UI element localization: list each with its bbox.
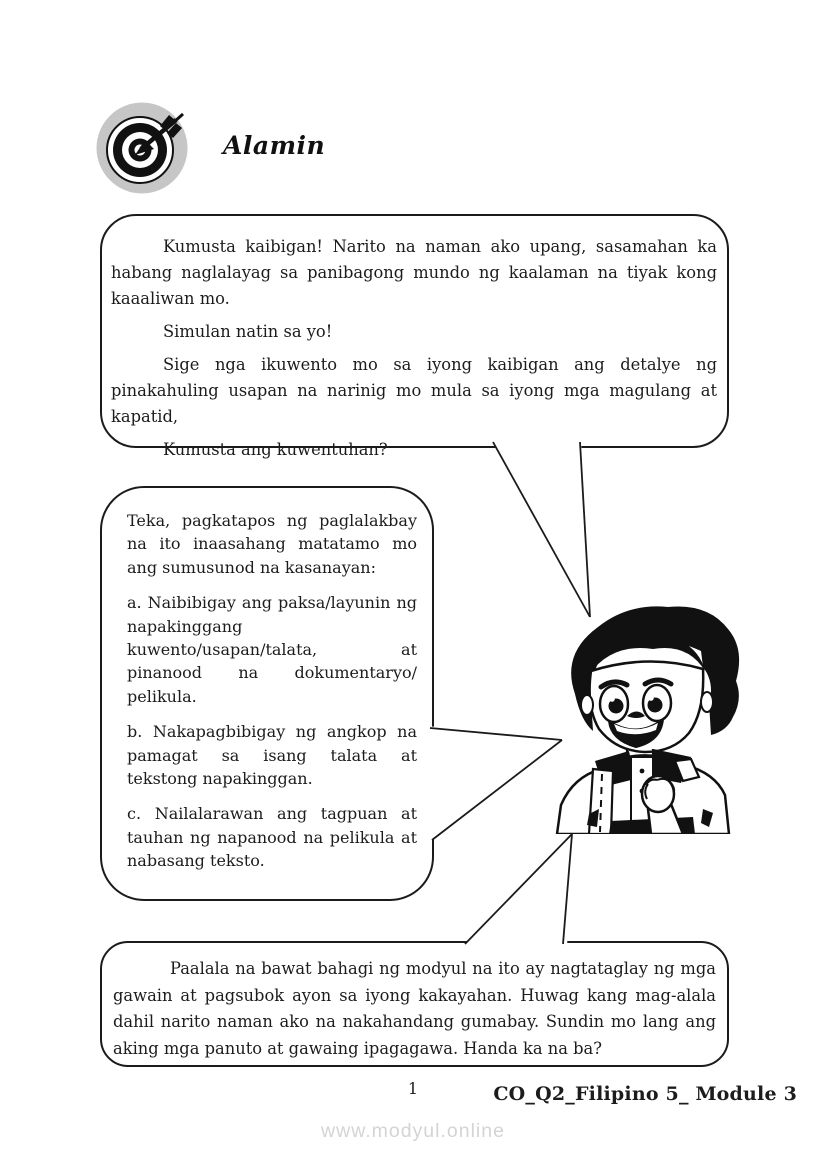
reminder-bubble-tail [454,824,582,952]
site-watermark: www.modyul.online [321,1120,505,1142]
objectives-item-a: a. Naibibigay ang paksa/layunin ng napakinggang kuwento/usapan/talata, at pinanood na dokumentaryo/ pelikula. [127,593,417,706]
module-code: CO_Q2_Filipino 5_ Module 3 [493,1083,797,1105]
reminder-speech-bubble [100,941,729,1067]
intro-paragraph-2: Simulan natin sa yo! [163,322,333,341]
section-title: Alamin [223,131,326,160]
objectives-item-b: b. Nakapagbibigay ng angkop na pamagat sa isang talata at tekstong napakinggan. [127,722,417,789]
intro-paragraph-1: Kumusta kaibigan! Narito na naman ako upang, sasamahan ka habang naglalayag sa panibagong mundo ng kaalaman na tiyak kong kaaaliwan mo. [111,237,717,308]
reminder-paragraph: Paalala na bawat bahagi ng modyul na ito ay nagtataglay ng mga gawain at pagsubok ayon sa iyong kakayahan. Huwag kang mag-alala dahil narito naman ako na nakahandang gumabay. Sundin mo lang ang aking mga panuto at gawaing ipagagawa. Handa ka na ba? [113,959,716,1058]
objectives-item-c: c. Nailalarawan ang tagpuan at tauhan ng napanood na pelikula at nabasang teksto. [127,804,417,871]
intro-speech-bubble [100,214,729,459]
target-arrow-graphic [96,102,188,194]
page-number: 1 [407,1079,419,1098]
boy-character-illustration [553,599,743,834]
intro-paragraph-3: Sige nga ikuwento mo sa iyong kaibigan ang detalye ng pinakahuling usapan na narinig mo mula sa iyong mga magulang at kapatid, [111,355,717,426]
intro-paragraph-4: Kumusta ang kuwentuhan? [163,440,388,459]
objectives-paragraph-1: Teka, pagkatapos ng paglalakbay na ito inaasahang matatamo mo ang sumusunod na kasanayan: [127,511,417,577]
intro-bubble-tail [483,437,595,621]
target-icon [96,102,188,194]
objectives-speech-bubble [100,486,434,901]
